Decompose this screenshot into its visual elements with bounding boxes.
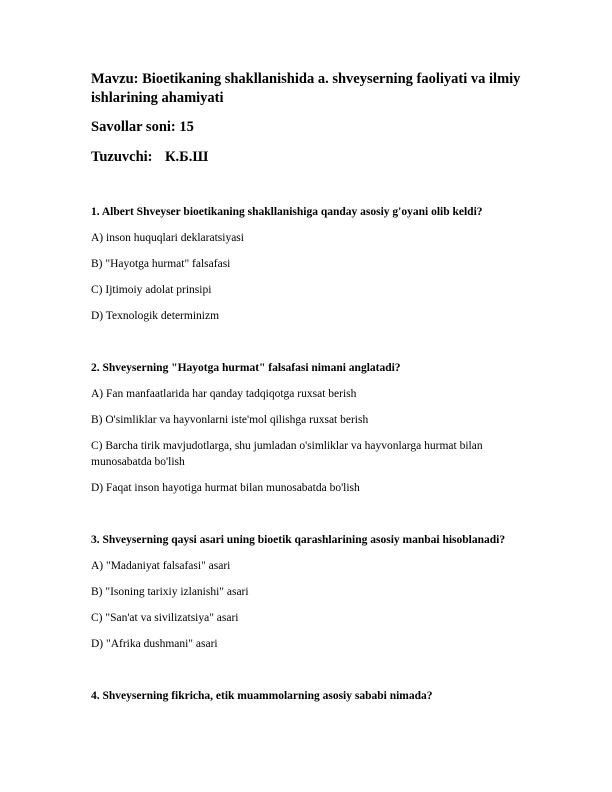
answer-option-c: C) Ijtimoiy adolat prinsipi [91, 284, 212, 296]
answer-option-d: D) Faqat inson hayotiga hurmat bilan munosabatda bo'lish [91, 482, 360, 494]
question-text: 1. Albert Shveyser bioetikaning shakllanishiga qanday asosiy g'oyani olib keldi? [91, 206, 483, 218]
answer-option-b: B) "Isoning tarixiy izlanishi" asari [91, 586, 249, 598]
question-1 [91, 204, 521, 324]
answer-option-b: B) "Hayotga hurmat" falsafasi [91, 258, 231, 270]
question-text: 2. Shveyserning "Hayotga hurmat" falsafasi nimani anglatadi? [91, 362, 401, 374]
question-count: Savollar soni: 15 [91, 119, 194, 135]
author-line [91, 148, 521, 167]
question-3 [91, 532, 521, 652]
document-content [91, 70, 521, 704]
question-4 [91, 688, 521, 704]
question-text: 4. Shveyserning fikricha, etik muammolarning asosiy sababi nimada? [91, 690, 433, 702]
answer-option-a: A) Fan manfaatlarida har qanday tadqiqotga ruxsat berish [91, 388, 357, 400]
question-text: 3. Shveyserning qaysi asari uning bioetik qarashlarining asosiy manbai hisoblanadi? [91, 534, 506, 546]
answer-option-d: D) Texnologik determinizm [91, 310, 220, 322]
document-title: Mavzu: Bioetikaning shakllanishida a. shveyserning faoliyati va ilmiy ishlarining ahamiyati [91, 71, 521, 106]
author-label: Tuzuvchi: [91, 149, 153, 165]
answer-option-d: D) "Afrika dushmani" asari [91, 638, 218, 650]
answer-option-b: B) O'simliklar va hayvonlarni iste'mol qilishga ruxsat berish [91, 414, 369, 426]
answer-option-c: C) "San'at va sivilizatsiya" asari [91, 612, 239, 624]
author-name: К.Б.Ш [165, 149, 209, 165]
answer-option-a: A) inson huquqlari deklaratsiyasi [91, 232, 244, 244]
question-2 [91, 360, 521, 496]
answer-option-a: A) "Madaniyat falsafasi" asari [91, 560, 231, 572]
answer-option-c: C) Barcha tirik mavjudotlarga, shu jumladan o'simliklar va hayvonlarga hurmat bilan munosabatda bo'lish [91, 440, 483, 468]
